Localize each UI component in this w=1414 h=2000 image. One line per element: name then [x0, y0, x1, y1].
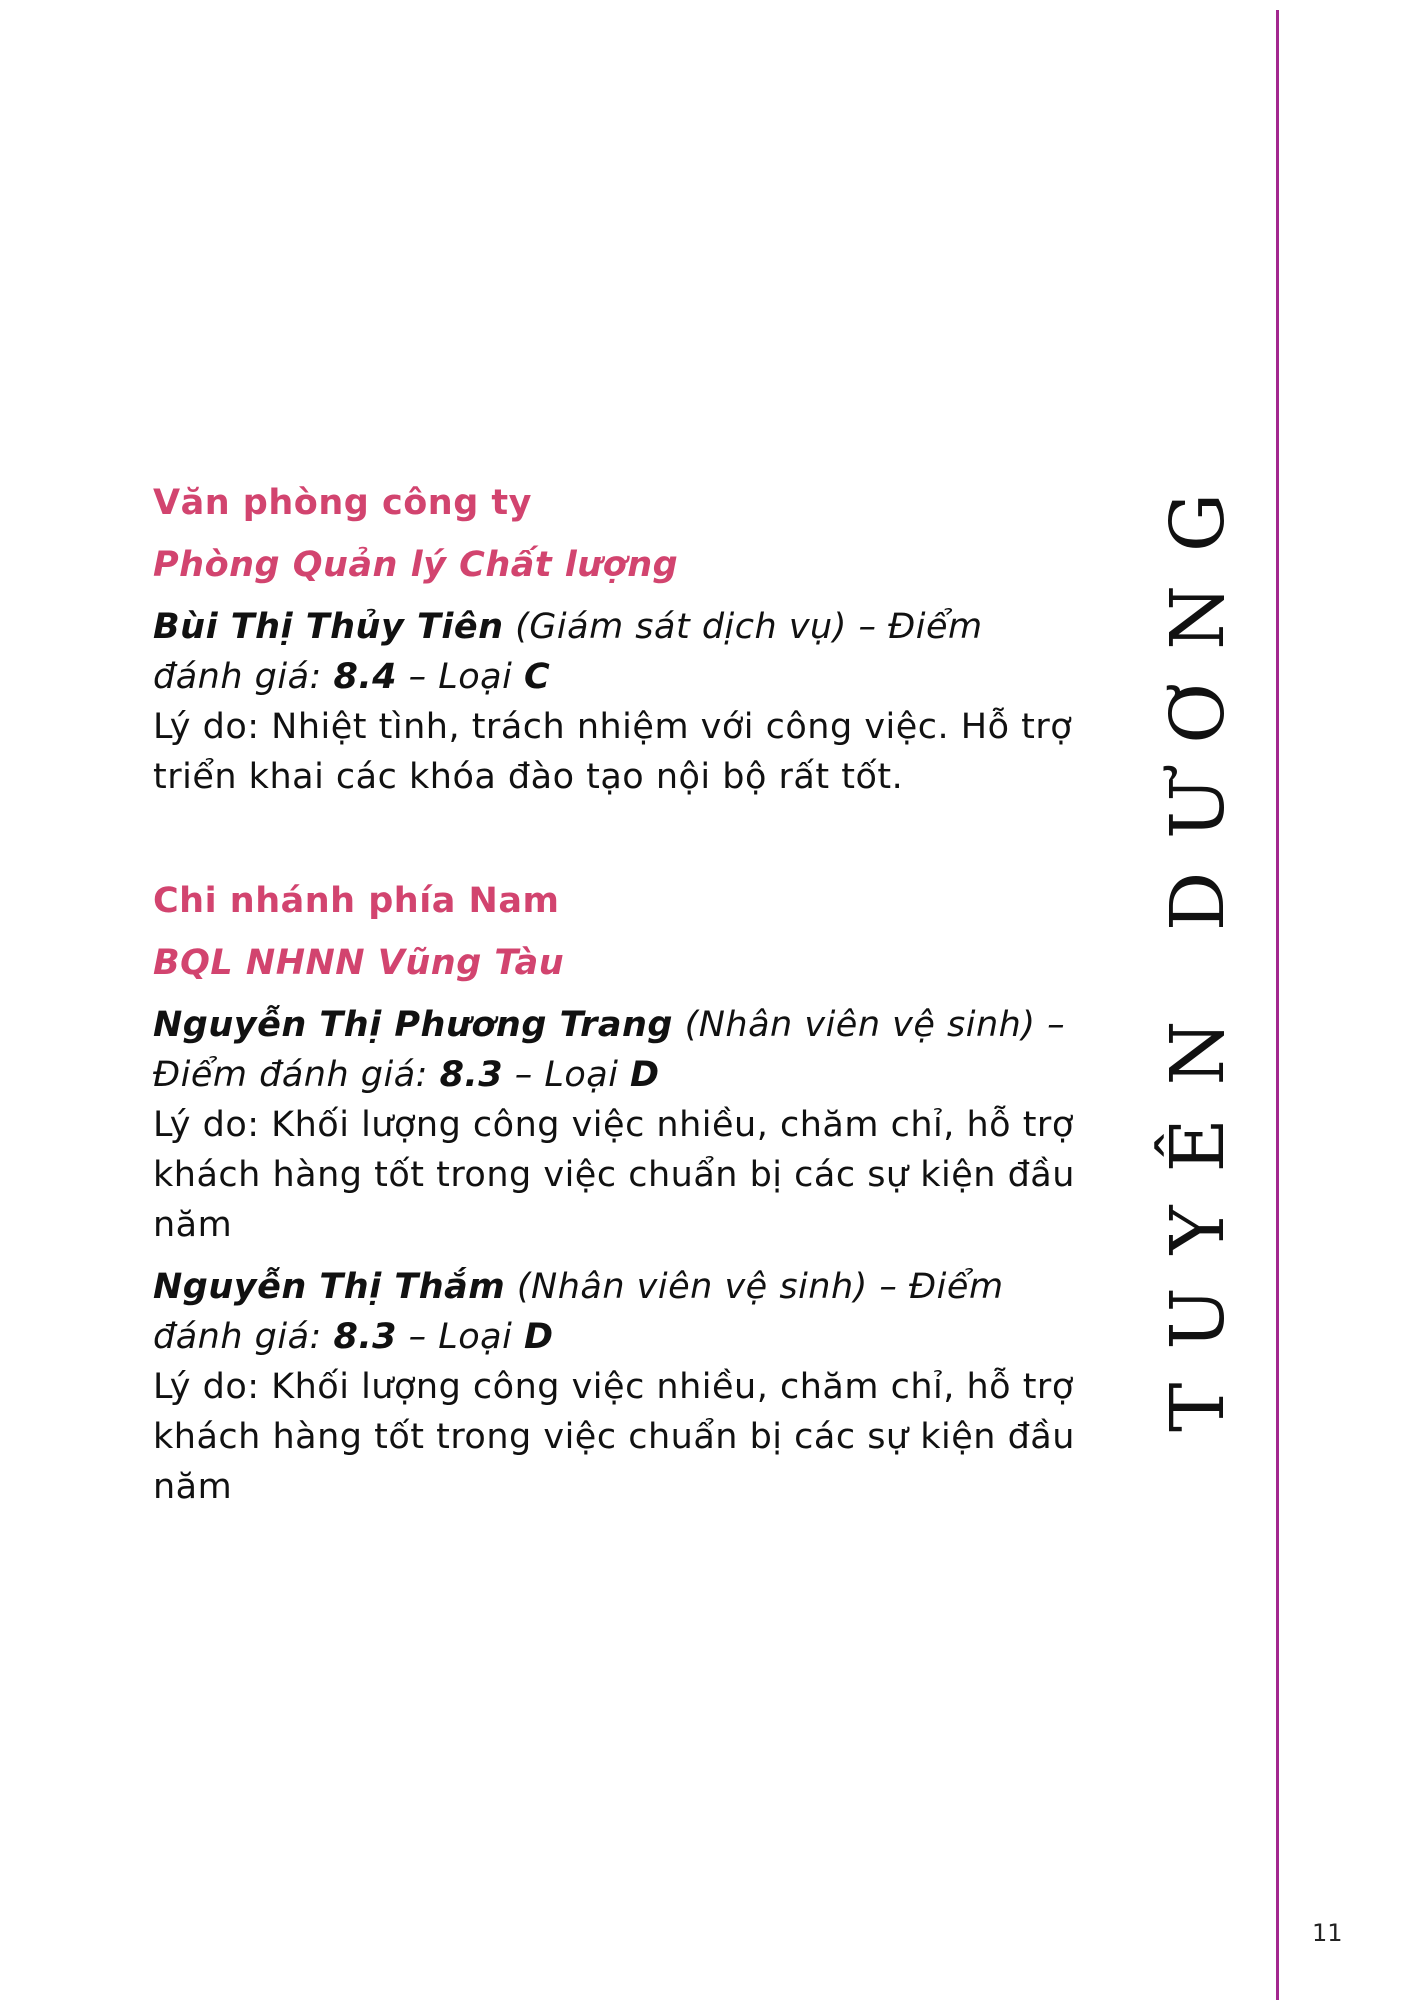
employee-score: 8.3 — [439, 1055, 504, 1095]
employee-role: (Nhân viên vệ sinh) – Điểm đánh giá: — [153, 1267, 1004, 1357]
section-head-office — [153, 478, 1083, 802]
employee-entry — [153, 1000, 1083, 1250]
employee-grade: D — [523, 1317, 554, 1357]
section-heading: Chi nhánh phía Nam — [153, 881, 560, 921]
section-subheading: Phòng Quản lý Chất lượng — [153, 545, 679, 585]
main-content — [153, 478, 1083, 1512]
employee-reason: Lý do: Khối lượng công việc nhiều, chăm chỉ, hỗ trợ khách hàng tốt trong việc chuẩn bị các sự kiện đầu năm — [153, 1367, 1075, 1507]
section-southern-branch — [153, 876, 1083, 1512]
employee-role: (Giám sát dịch vụ) – Điểm đánh giá: — [153, 607, 983, 697]
employee-score: 8.3 — [333, 1317, 397, 1357]
employee-grade: D — [630, 1055, 660, 1095]
employee-grade: C — [523, 657, 551, 697]
side-title: TUYÊN DƯƠNG — [1155, 459, 1241, 1432]
employee-grade-prefix: – Loại — [396, 657, 524, 697]
vertical-divider-line — [1276, 10, 1279, 2000]
section-subheading: BQL NHNN Vũng Tàu — [153, 943, 565, 983]
employee-meta — [153, 1000, 1083, 1100]
employee-role: (Nhân viên vệ sinh) – Điểm đánh giá: — [153, 1005, 1066, 1095]
employee-name: Bùi Thị Thủy Tiên — [153, 607, 504, 647]
employee-name: Nguyễn Thị Phương Trang — [153, 1005, 673, 1045]
employee-reason: Lý do: Khối lượng công việc nhiều, chăm chỉ, hỗ trợ khách hàng tốt trong việc chuẩn bị các sự kiện đầu năm — [153, 1105, 1075, 1245]
employee-meta — [153, 1262, 1083, 1362]
employee-score: 8.4 — [333, 657, 397, 697]
employee-entry — [153, 1262, 1083, 1512]
employee-meta — [153, 602, 1083, 702]
section-heading: Văn phòng công ty — [153, 483, 532, 523]
employee-name: Nguyễn Thị Thắm — [153, 1267, 506, 1307]
employee-grade-prefix: – Loại — [396, 1317, 524, 1357]
employee-entry — [153, 602, 1083, 802]
employee-grade-prefix: – Loại — [503, 1055, 631, 1095]
employee-reason: Lý do: Nhiệt tình, trách nhiệm với công việc. Hỗ trợ triển khai các khóa đào tạo nội bộ rất tốt. — [153, 707, 1073, 797]
page-number: 11 — [1312, 1919, 1343, 1947]
